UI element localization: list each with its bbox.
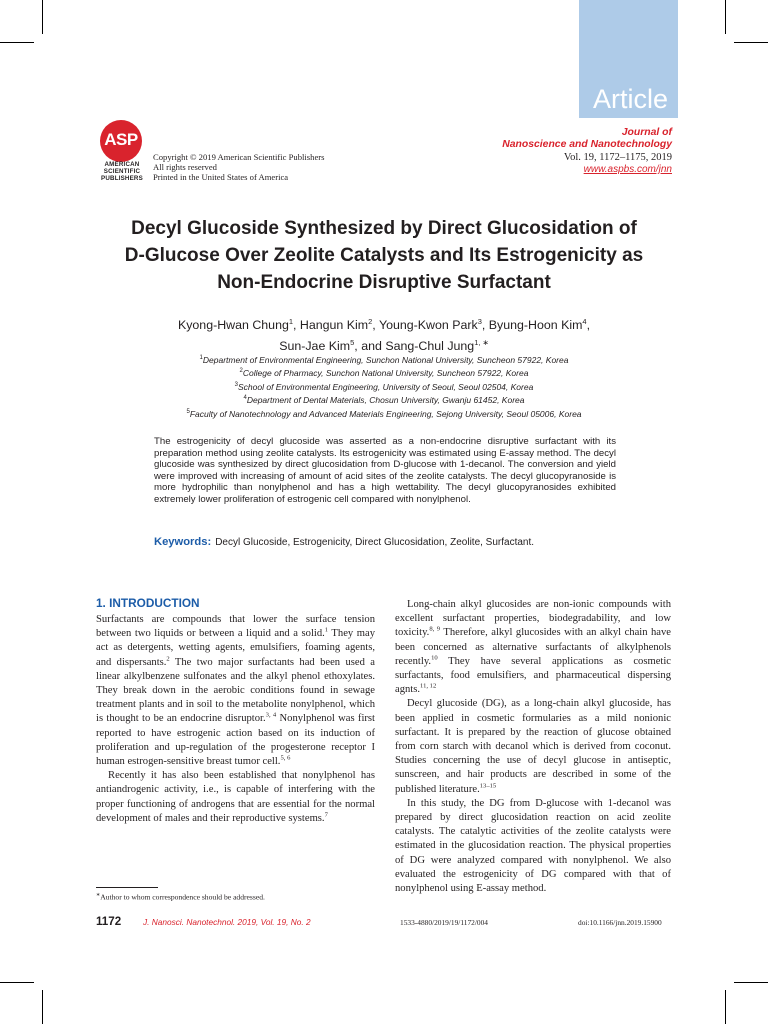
left-text-column xyxy=(96,613,375,826)
logo-line: PUBLISHERS xyxy=(101,175,143,182)
author-name: Sun-Jae Kim xyxy=(279,339,351,354)
affiliation-item xyxy=(80,366,688,379)
affiliation-marker: 4 xyxy=(243,395,247,402)
keywords-text: Decyl Glucoside, Estrogenicity, Direct Glucosidation, Zeolite, Surfactant. xyxy=(215,537,535,548)
journal-name-line: Nanoscience and Nanotechnology xyxy=(502,139,672,151)
citation-marker[interactable]: 11, 12 xyxy=(420,682,437,690)
author-affil-marker: 5 xyxy=(350,338,355,348)
journal-name-line: Journal of xyxy=(621,127,672,138)
citation-marker[interactable]: 10 xyxy=(431,654,438,662)
crop-mark xyxy=(42,0,43,34)
journal-url-link[interactable]: www.aspbs.com/jnn xyxy=(583,163,672,175)
body-paragraph: Recently it has also been established that nonylphenol has antiandrogenic activity, i.e., is capable of interfering with the proper functioning of androgens that are essential for the normal development of males and their reproductive systems.$^7$ xyxy=(96,770,375,824)
author-name: Kyong-Hwan Chung xyxy=(177,318,289,333)
author-affil-marker: 2 xyxy=(368,317,373,326)
footer-doi: doi:10.1166/jnn.2019.15900 xyxy=(578,918,662,927)
right-text-column xyxy=(395,598,671,896)
citation-marker[interactable]: 3, 4 xyxy=(265,711,277,719)
affiliation-marker: 5 xyxy=(186,408,190,415)
affiliation-text: Faculty of Nanotechnology and Advanced Materials Engineering, Sejong University, Seoul 05006, Korea xyxy=(189,408,582,419)
citation-marker[interactable]: 8, 9 xyxy=(429,625,441,633)
logo-line: AMERICAN xyxy=(104,161,140,168)
section-heading: 1. INTRODUCTION xyxy=(96,596,200,610)
journal-info xyxy=(502,127,672,176)
crop-mark xyxy=(0,42,34,43)
affiliation-marker: 3 xyxy=(234,381,238,388)
logo-line: SCIENTIFIC xyxy=(103,168,141,175)
body-paragraph: Decyl glucoside (DG), as a long-chain alkyl glucoside, has been applied in cosmetic formularies as a mild nonionic surfactant. It is prepared by the reaction of glucose obtained from corn starch with decanol which is derived from coconut. Studies concerning the use of decyl glucose in antiseptic, sunscreen, and hair products are described in some of the published literature.$^{13-15}$ xyxy=(395,698,671,795)
crop-mark xyxy=(0,982,34,983)
article-type-tab xyxy=(579,0,678,118)
footer-journal-citation: J. Nanosci. Nanotechnol. 2019, Vol. 19, No. 2 xyxy=(143,917,311,927)
paper-title xyxy=(80,215,688,296)
author-name: Young-Kwon Park xyxy=(378,318,478,333)
keywords-label: Keywords: xyxy=(154,536,212,548)
affiliation-text: Department of Dental Materials, Chosun University, Gwanju 61452, Korea xyxy=(246,395,525,406)
logo-badge xyxy=(100,120,142,162)
affiliation-item xyxy=(80,353,688,366)
body-paragraph: Surfactants are compounds that lower the surface tension between two liquids or between a liquid and a solid.$^1$ They may act as detergents, wetting agents, emulsifiers, foaming agents, and dispersants.$^2$ The two major surfactants had been used a linear alkylbenzene sulfonates and the alkyl phenol ethoxylates. They break down in the aerobic conditions found in sewage treatment plants and in soil to the metabolite nonylphenol, which is thought to be an endocrine disruptor.$^{3, 4}$ Nonylphenol was first reported to have estrogenic action based on its induction of proliferation and up-regulation of the progesterone receptor I human estrogen-sensitive breast tumor cell.$^{5, 6}$ xyxy=(96,614,376,768)
footer-issn: 1533-4880/2019/19/1172/004 xyxy=(400,918,489,927)
affiliation-text: School of Environmental Engineering, University of Seoul, Seoul 02504, Korea xyxy=(238,381,534,392)
author-name: Byung-Hoon Kim xyxy=(488,318,583,333)
citation-marker[interactable]: 2 xyxy=(166,655,170,663)
affiliation-item xyxy=(80,393,688,406)
abstract-text: The estrogenicity of decyl glucoside was asserted as a non-endocrine disruptive surfactant with its preparation method using zeolite catalysts. Its estrogenicity was estimated using E-assay method. The decyl glucoside was synthesized by direct glucosidation from D-glucose with 1-decanol. The conversion and yield were improved with increasing of amount of acid sites of the zeolite catalysts. The decyl glucopyranoside is more hydrophilic than nonylphenol and has a high wettability. The decyl glucopyranosides exhibited extremely lower proliferation of estrogenic cell compared with nonylphenol. xyxy=(154,436,616,505)
logo-wordmark xyxy=(96,161,148,182)
footnote-rule xyxy=(96,887,158,888)
title-line: Non-Endocrine Disruptive Surfactant xyxy=(217,272,551,293)
crop-mark xyxy=(734,982,768,983)
copyright-line: Copyright © 2019 American Scientific Publishers xyxy=(153,152,325,162)
author-connector: and xyxy=(361,339,382,354)
body-paragraph: In this study, the DG from D-glucose with 1-decanol was prepared by direct glucosidation reaction on acid zeolite catalysts. The catalytic activities of the zeolite catalysts were estimated in the glucosidation reaction. The physical properties of DG were analyzed compared with nonylphenol. We also evaluated the estrogenicity of DG compared with that of nonylphenol using E-assay method. xyxy=(395,797,671,895)
author-affil-marker: 1, ∗ xyxy=(474,338,489,348)
affiliation-item xyxy=(80,380,688,393)
author-affil-marker: 4 xyxy=(582,317,587,326)
title-line: D-Glucose Over Zeolite Catalysts and Its Estrogenicity as xyxy=(124,245,644,266)
logo-initials: ASP xyxy=(104,130,138,149)
affiliation-item xyxy=(80,407,688,420)
title-line: Decyl Glucoside Synthesized by Direct Glucosidation of xyxy=(131,218,637,239)
footnote-text: Author to whom correspondence should be addressed. xyxy=(100,892,265,902)
author-name: Sang-Chul Jung xyxy=(385,339,475,354)
citation-marker[interactable]: 7 xyxy=(324,811,328,819)
copyright-line: All rights reserved xyxy=(153,162,217,173)
footnote xyxy=(96,892,265,902)
publisher-logo xyxy=(96,120,148,182)
copyright-line: Printed in the United States of America xyxy=(153,172,289,183)
journal-volume: Vol. 19, 1172–1175, 2019 xyxy=(563,151,672,163)
author-name: Hangun Kim xyxy=(299,318,369,333)
author-affil-marker: 1 xyxy=(288,317,294,326)
page-number: 1172 xyxy=(96,915,122,928)
affiliation-marker: 2 xyxy=(239,368,243,375)
affiliation-marker: 1 xyxy=(199,355,203,361)
affiliation-text: College of Pharmacy, Sunchon National University, Suncheon 57922, Korea xyxy=(242,368,529,379)
citation-marker[interactable]: 13–15 xyxy=(479,782,497,790)
affiliation-list xyxy=(80,353,688,420)
citation-marker[interactable]: 1 xyxy=(324,626,329,634)
author-list: Kyong-Hwan Chung$^1$, Hangun Kim$^2$, Young-Kwon Park$^3$, Byung-Hoon Kim$^4$, Sun-Jae Kim$^5$, and Sang-Chul Jung$^{1, ∗}$ xyxy=(177,317,591,354)
crop-mark xyxy=(42,990,43,1024)
body-paragraph: Long-chain alkyl glucosides are non-ionic compounds with excellent surfactant properties, biodegradability, and low toxicity.$^{8, 9}$ Therefore, alkyl glucosides with an alkyl chain have been concerned as alternative surfactants of alkylphenols recently.$^{10}$ They have several applications as cosmetic surfactants, food emulsifiers, and pharmaceutical dispersing agnts.$^{11, 12}$ xyxy=(395,599,672,696)
article-type-label: Article xyxy=(593,84,669,114)
citation-marker[interactable]: 5, 6 xyxy=(280,754,291,762)
crop-mark xyxy=(725,990,726,1024)
author-affil-marker: 3 xyxy=(477,317,482,326)
copyright-block xyxy=(153,152,324,183)
crop-mark xyxy=(734,42,768,43)
footnote-marker: ∗ xyxy=(96,893,101,898)
keywords-line xyxy=(154,536,616,548)
affiliation-text: Department of Environmental Engineering, Sunchon National University, Suncheon 57922, Korea xyxy=(202,354,569,365)
crop-mark xyxy=(725,0,726,34)
